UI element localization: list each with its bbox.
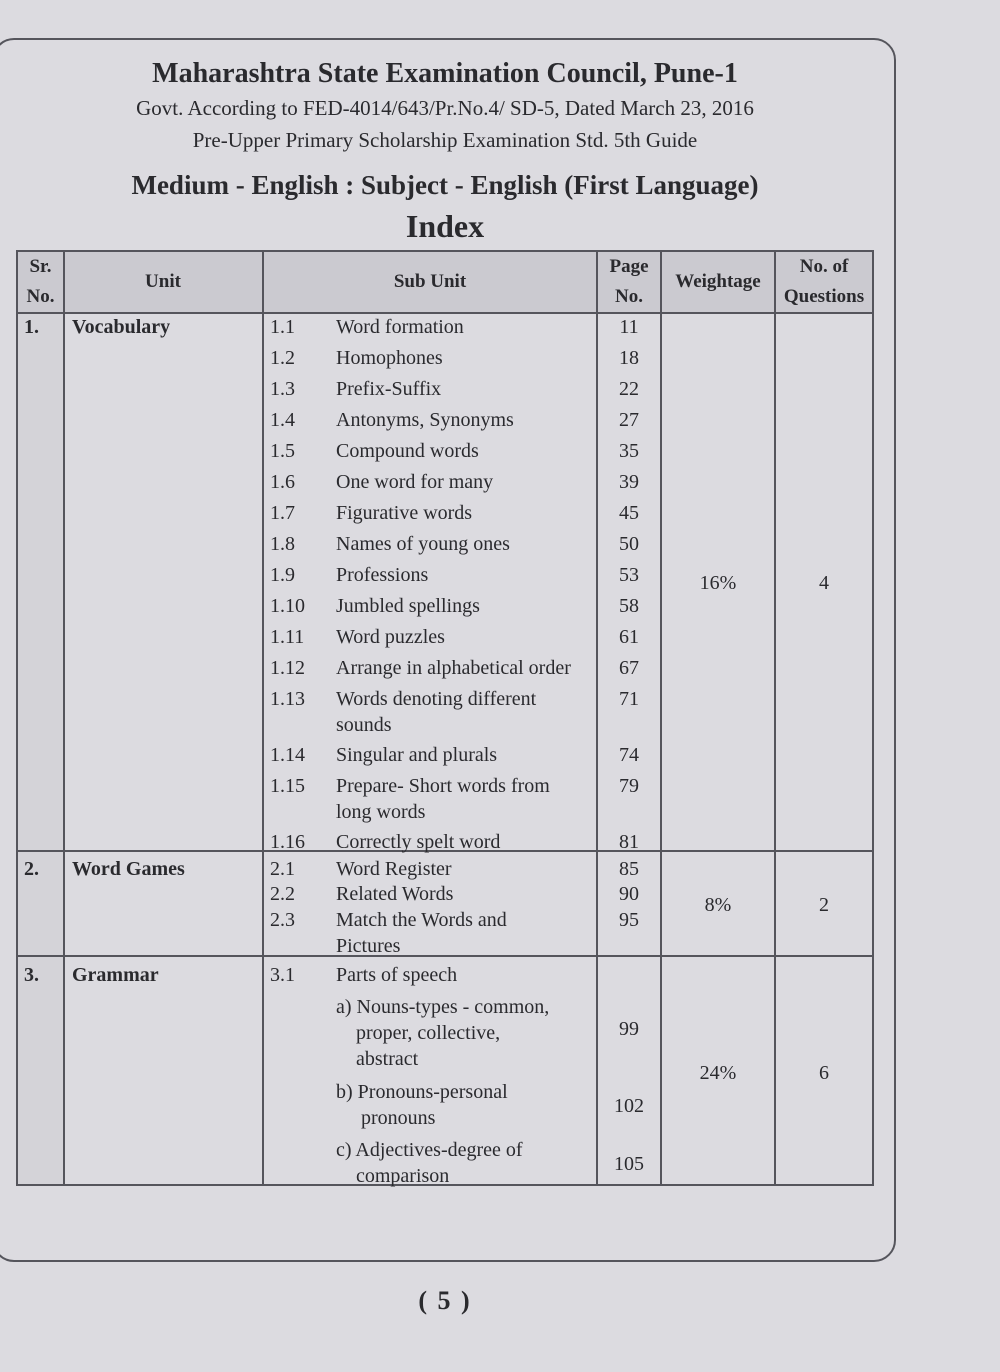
subunit-page: 18: [619, 347, 639, 369]
subunit-page: 81: [619, 831, 639, 853]
unit-name: Grammar: [72, 964, 159, 986]
unit-questions: 2: [819, 894, 829, 916]
header-weightage: Weightage: [675, 271, 761, 292]
subunit-number: 1.10: [270, 595, 305, 617]
subunit-title: a) Nouns-types - common,: [336, 996, 550, 1018]
subunit-title: Correctly spelt word: [336, 831, 501, 853]
unit-questions: 4: [819, 572, 829, 594]
index-table: [16, 250, 874, 1186]
header-page-line1: Page: [609, 256, 649, 277]
subunit-page: 90: [619, 883, 639, 905]
subunit-title: Word Register: [336, 858, 452, 880]
unit-sr: 1.: [24, 316, 39, 338]
subunit-title: Related Words: [336, 883, 454, 905]
medium-subject: Medium - English : Subject - English (First Language): [131, 170, 759, 200]
header-sr-line2: No.: [26, 286, 55, 307]
subunit-page: 74: [619, 744, 639, 766]
subunit-title: Singular and plurals: [336, 744, 498, 766]
subunit-title: abstract: [336, 1048, 419, 1070]
subunit-title: One word for many: [336, 471, 494, 493]
subunit-page: 95: [619, 909, 639, 931]
col-divider: [262, 252, 264, 1184]
subunit-page: 99: [619, 1018, 639, 1040]
subunit-number: 1.7: [270, 502, 295, 524]
unit-sr: 2.: [24, 858, 39, 880]
subunit-page: 85: [619, 858, 639, 880]
sr-column-shade: [18, 314, 63, 1184]
subunit-title: Homophones: [336, 347, 443, 369]
subunit-title: Word puzzles: [336, 626, 445, 648]
subunit-page: 79: [619, 775, 639, 797]
subunit-number: 1.9: [270, 564, 295, 586]
header-page: [598, 252, 660, 312]
subunit-title: proper, collective,: [336, 1022, 501, 1044]
unit-name: Vocabulary: [72, 316, 171, 338]
col-divider: [774, 252, 776, 1184]
subunit-number: 1.3: [270, 378, 295, 400]
col-divider: [660, 252, 662, 1184]
subunit-page: 27: [619, 409, 639, 431]
unit-sr: 3.: [24, 964, 39, 986]
subunit-number: 1.15: [270, 775, 305, 797]
subunit-title: Words denoting different: [336, 688, 537, 710]
subunit-number: 2.1: [270, 858, 295, 880]
subunit-page: 39: [619, 471, 639, 493]
subunit-page: 53: [619, 564, 639, 586]
govt-reference: Govt. According to FED-4014/643/Pr.No.4/ SD-5, Dated March 23, 2016: [136, 96, 754, 120]
subunit-number: 2.3: [270, 909, 295, 931]
subunit-title: comparison: [336, 1165, 450, 1187]
subunit-title: Jumbled spellings: [336, 595, 480, 617]
subunit-title: Antonyms, Synonyms: [336, 409, 514, 431]
subunit-page: 11: [619, 316, 639, 338]
row-divider: [18, 955, 872, 957]
page-number: ( 5 ): [418, 1286, 472, 1315]
subunit-number: 1.16: [270, 831, 305, 853]
subunit-title: b) Pronouns-personal: [336, 1081, 508, 1103]
header-questions-line2: Questions: [783, 286, 865, 307]
subunit-title: Compound words: [336, 440, 479, 462]
subunit-title: Names of young ones: [336, 533, 510, 555]
subunit-page: 35: [619, 440, 639, 462]
subunit-number: 1.11: [270, 626, 305, 648]
subunit-title: Prepare- Short words from: [336, 775, 550, 797]
subunit-page: 58: [619, 595, 639, 617]
subunit-page: 67: [619, 657, 639, 679]
header-questions: [776, 252, 872, 312]
subunit-page: 105: [614, 1153, 644, 1175]
subunit-page: 71: [619, 688, 639, 710]
header-subunit: Sub Unit: [393, 271, 467, 292]
subunit-number: 1.5: [270, 440, 295, 462]
unit-weightage: 16%: [699, 572, 737, 594]
council-title: Maharashtra State Examination Council, Pune-1: [152, 58, 738, 89]
subunit-title: Parts of speech: [336, 964, 458, 986]
subunit-number: 1.12: [270, 657, 305, 679]
unit-questions: 6: [819, 1062, 829, 1084]
subunit-page: 50: [619, 533, 639, 555]
unit-weightage: 24%: [699, 1062, 737, 1084]
subunit-title: Professions: [336, 564, 429, 586]
subunit-number: 1.2: [270, 347, 295, 369]
col-divider: [63, 252, 65, 1184]
subunit-number: 1.6: [270, 471, 295, 493]
subunit-title: long words: [336, 801, 426, 823]
subunit-number: 1.1: [270, 316, 295, 338]
subunit-page: 61: [619, 626, 639, 648]
subunit-title: sounds: [336, 714, 392, 736]
subunit-number: 1.8: [270, 533, 295, 555]
subunit-number: 1.4: [270, 409, 295, 431]
header-sr-line1: Sr.: [29, 256, 52, 277]
subunit-page: 45: [619, 502, 639, 524]
subunit-page: 22: [619, 378, 639, 400]
subunit-title: pronouns: [336, 1107, 436, 1129]
header-page-line2: No.: [615, 286, 643, 307]
subunit-title: Match the Words and: [336, 909, 507, 931]
subunit-title: Word formation: [336, 316, 464, 338]
header-unit: Unit: [145, 271, 181, 292]
subunit-number: 1.14: [270, 744, 305, 766]
subunit-number: 3.1: [270, 964, 295, 986]
subunit-title: c) Adjectives-degree of: [336, 1139, 523, 1161]
subunit-title: Pictures: [336, 935, 401, 957]
subunit-number: 1.13: [270, 688, 305, 710]
unit-weightage: 8%: [704, 894, 732, 916]
header-sr: [18, 252, 63, 312]
subunit-title: Prefix-Suffix: [336, 378, 442, 400]
subunit-title: Arrange in alphabetical order: [336, 657, 571, 679]
exam-title: Pre-Upper Primary Scholarship Examination Std. 5th Guide: [192, 128, 698, 152]
unit-name: Word Games: [72, 858, 185, 880]
header-questions-line1: No. of: [799, 256, 849, 277]
subunit-number: 2.2: [270, 883, 295, 905]
subunit-title: Figurative words: [336, 502, 473, 524]
subunit-page: 102: [614, 1095, 644, 1117]
page-title: Index: [405, 208, 485, 244]
